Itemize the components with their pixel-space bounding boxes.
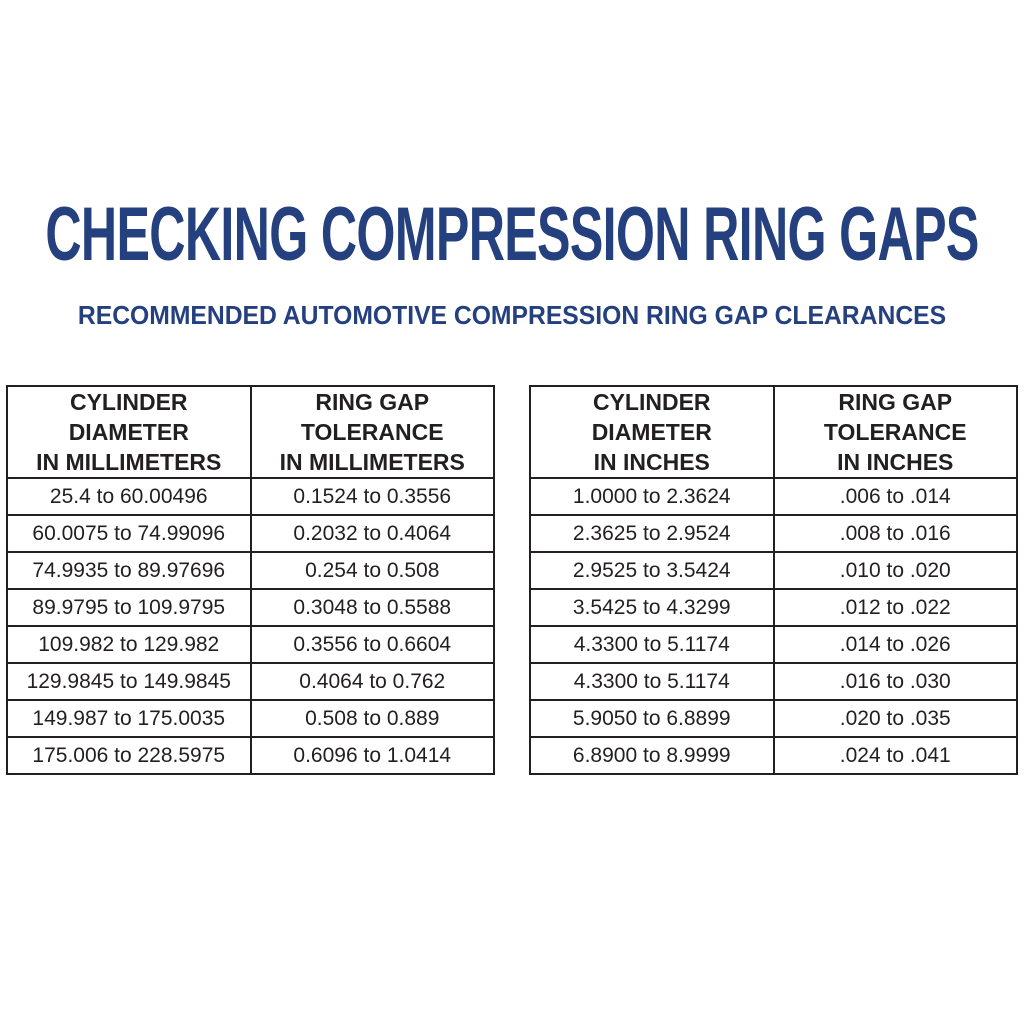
header-line: IN INCHES	[837, 449, 954, 475]
table-row	[7, 552, 494, 589]
header-line: DIAMETER	[68, 419, 189, 445]
table-row	[7, 700, 494, 737]
table-row	[7, 626, 494, 663]
cylinder-diameter-in-cell: 4.3300 to 5.1174	[530, 663, 774, 700]
ring-gap-mm-cell: 0.3556 to 0.6604	[251, 626, 495, 663]
table-row	[530, 589, 1017, 626]
table-row	[7, 515, 494, 552]
ring-gap-in-cell: .020 to .035	[774, 700, 1018, 737]
table-row	[530, 515, 1017, 552]
ring-gap-mm-cell: 0.2032 to 0.4064	[251, 515, 495, 552]
cylinder-diameter-mm-cell: 74.9935 to 89.97696	[7, 552, 251, 589]
cylinder-diameter-in-cell: 3.5425 to 4.3299	[530, 589, 774, 626]
table-row	[530, 663, 1017, 700]
ring-gap-in-cell: .024 to .041	[774, 737, 1018, 774]
ring-gap-in-cell: .008 to .016	[774, 515, 1018, 552]
header-line: TOLERANCE	[823, 419, 967, 445]
inch-header-row	[530, 386, 1017, 478]
table-row	[7, 737, 494, 774]
ring-gap-in-cell: .006 to .014	[774, 478, 1018, 515]
page-title: CHECKING COMPRESSION RING GAPS	[45, 192, 979, 277]
header-line: CYLINDER	[69, 389, 188, 415]
cylinder-diameter-in-cell: 6.8900 to 8.9999	[530, 737, 774, 774]
table-row	[530, 552, 1017, 589]
cylinder-diameter-mm-cell: 149.987 to 175.0035	[7, 700, 251, 737]
mm-spec-table	[6, 385, 495, 775]
header-line: DIAMETER	[591, 419, 712, 445]
cylinder-diameter-in-cell: 5.9050 to 6.8899	[530, 700, 774, 737]
cylinder-diameter-in-cell: 1.0000 to 2.3624	[530, 478, 774, 515]
cylinder-diameter-mm-cell: 175.006 to 228.5975	[7, 737, 251, 774]
ring-gap-tolerance-mm-header	[251, 386, 495, 478]
inch-spec-table	[529, 385, 1018, 775]
cylinder-diameter-in-cell: 4.3300 to 5.1174	[530, 626, 774, 663]
table-row	[530, 737, 1017, 774]
cylinder-diameter-mm-cell: 60.0075 to 74.99096	[7, 515, 251, 552]
page-subtitle: RECOMMENDED AUTOMOTIVE COMPRESSION RING GAP CLEARANCES	[77, 300, 947, 330]
cylinder-diameter-in-header	[530, 386, 774, 478]
table-row	[7, 589, 494, 626]
header-line: CYLINDER	[592, 389, 711, 415]
header-line: TOLERANCE	[300, 419, 444, 445]
cylinder-diameter-mm-cell: 25.4 to 60.00496	[7, 478, 251, 515]
ring-gap-mm-cell: 0.1524 to 0.3556	[251, 478, 495, 515]
header-line: RING GAP	[838, 389, 953, 415]
tables-row	[6, 385, 1018, 775]
cylinder-diameter-mm-cell: 109.982 to 129.982	[7, 626, 251, 663]
table-row	[530, 478, 1017, 515]
table-row	[7, 663, 494, 700]
cylinder-diameter-mm-cell: 89.9795 to 109.9795	[7, 589, 251, 626]
header-line: RING GAP	[315, 389, 430, 415]
mm-header-row	[7, 386, 494, 478]
ring-gap-in-cell: .014 to .026	[774, 626, 1018, 663]
table-row	[530, 626, 1017, 663]
ring-gap-in-cell: .016 to .030	[774, 663, 1018, 700]
header-line: IN MILLIMETERS	[279, 449, 465, 475]
ring-gap-in-cell: .010 to .020	[774, 552, 1018, 589]
header-line: IN MILLIMETERS	[36, 449, 222, 475]
ring-gap-mm-cell: 0.254 to 0.508	[251, 552, 495, 589]
ring-gap-in-cell: .012 to .022	[774, 589, 1018, 626]
cylinder-diameter-in-cell: 2.9525 to 3.5424	[530, 552, 774, 589]
ring-gap-mm-cell: 0.4064 to 0.762	[251, 663, 495, 700]
ring-gap-mm-cell: 0.3048 to 0.5588	[251, 589, 495, 626]
cylinder-diameter-mm-cell: 129.9845 to 149.9845	[7, 663, 251, 700]
ring-gap-tolerance-in-header	[774, 386, 1018, 478]
ring-gap-mm-cell: 0.6096 to 1.0414	[251, 737, 495, 774]
cylinder-diameter-in-cell: 2.3625 to 2.9524	[530, 515, 774, 552]
ring-gap-mm-cell: 0.508 to 0.889	[251, 700, 495, 737]
table-row	[530, 700, 1017, 737]
table-row	[7, 478, 494, 515]
header-line: IN INCHES	[593, 449, 710, 475]
cylinder-diameter-mm-header	[7, 386, 251, 478]
